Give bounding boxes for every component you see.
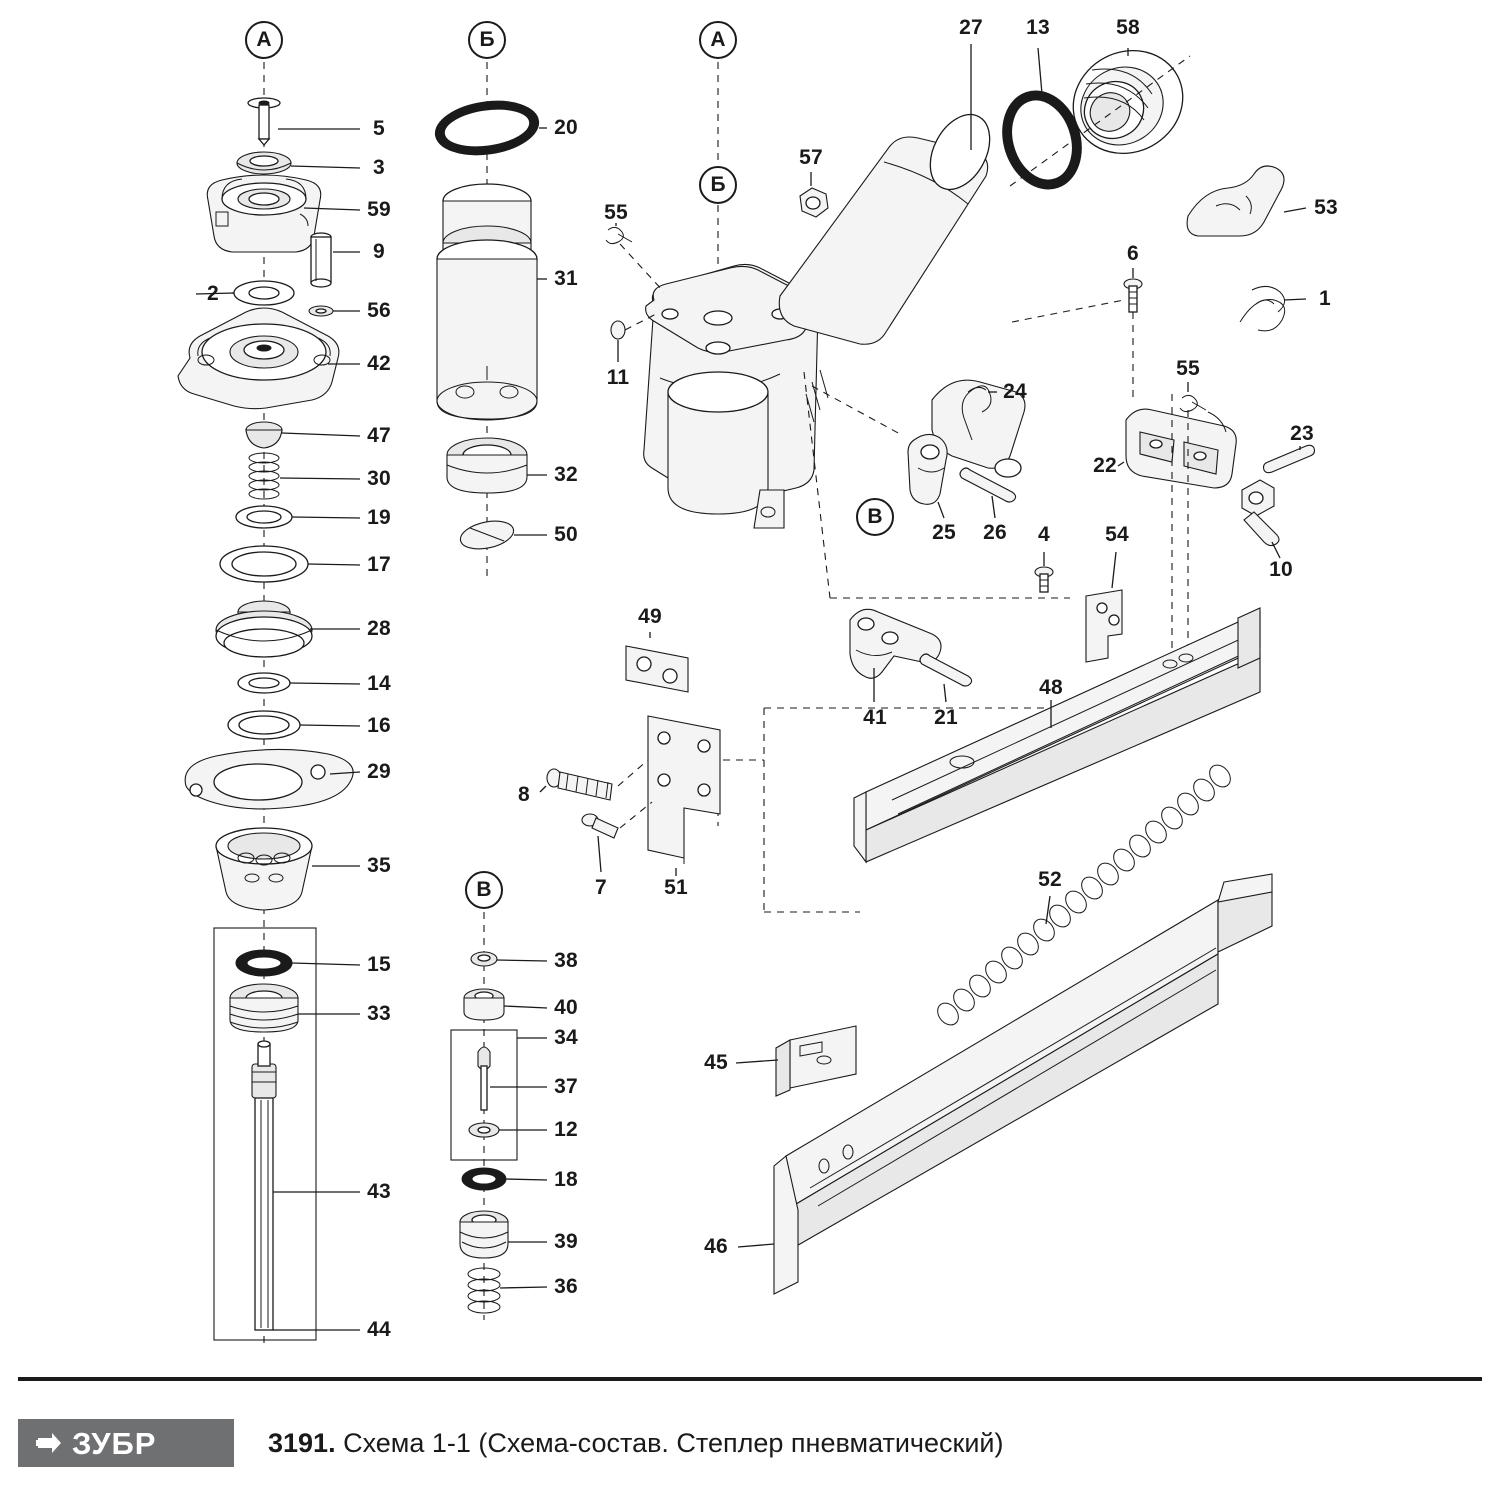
part-33	[230, 984, 360, 1032]
callout-number-36: 36	[554, 1275, 578, 1298]
section-marker-a-1	[245, 21, 283, 59]
part-6	[1124, 268, 1142, 312]
callout-number-38: 38	[554, 949, 578, 972]
callout-number-14: 14	[367, 672, 391, 695]
part-19	[236, 506, 360, 528]
part-40	[464, 989, 547, 1020]
callout-number-57: 57	[799, 146, 823, 169]
callout-number-49: 49	[638, 605, 662, 628]
section-marker-label: Б	[479, 28, 495, 51]
part-36	[468, 1268, 547, 1313]
callout-number-23: 23	[1290, 422, 1314, 445]
callout-number-25: 25	[932, 521, 956, 544]
callout-number-29: 29	[367, 760, 391, 783]
callout-number-24: 24	[1003, 380, 1027, 403]
part-37	[478, 1047, 547, 1110]
callout-number-39: 39	[554, 1230, 578, 1253]
part-18	[462, 1168, 547, 1190]
callout-number-6: 6	[1127, 242, 1139, 265]
callout-number-9: 9	[373, 240, 385, 263]
part-53	[1187, 166, 1306, 236]
callout-number-46: 46	[704, 1235, 728, 1258]
callout-number-8: 8	[518, 783, 530, 806]
part-35	[216, 828, 360, 910]
part-54	[1086, 552, 1122, 662]
section-marker-label: В	[476, 878, 492, 901]
part-42	[178, 308, 360, 409]
callout-number-10: 10	[1269, 558, 1293, 581]
callout-number-31: 31	[554, 267, 578, 290]
part-28	[216, 601, 360, 657]
part-50	[458, 517, 547, 554]
footer	[18, 1408, 1482, 1478]
callout-number-21: 21	[934, 706, 958, 729]
brand-logo	[18, 1419, 234, 1467]
part-56	[309, 306, 360, 316]
callout-number-33: 33	[367, 1002, 391, 1025]
section-marker-a-2	[699, 21, 737, 59]
callout-number-59: 59	[367, 198, 391, 221]
section-marker-b-1	[468, 21, 506, 59]
callout-number-53: 53	[1314, 196, 1338, 219]
callout-number-15: 15	[367, 953, 391, 976]
part-39	[460, 1211, 547, 1258]
part-3	[237, 152, 360, 174]
callout-number-12: 12	[554, 1118, 578, 1141]
part-7	[582, 814, 618, 872]
callout-number-37: 37	[554, 1075, 578, 1098]
section-marker-b-2	[699, 166, 737, 204]
part-59	[207, 175, 360, 252]
callout-number-13: 13	[1026, 16, 1050, 39]
part-46	[738, 874, 1272, 1294]
callout-number-41: 41	[863, 706, 887, 729]
part-25	[908, 434, 947, 518]
part-10	[1242, 480, 1280, 558]
section-marker-label: Б	[710, 173, 726, 196]
callout-number-44: 44	[367, 1318, 391, 1341]
section-marker-v-1	[856, 498, 894, 536]
part-21	[920, 654, 972, 702]
part-38	[471, 952, 547, 966]
part-12	[469, 1123, 547, 1137]
section-marker-label: А	[710, 28, 726, 51]
callout-number-30: 30	[367, 467, 391, 490]
callout-number-43: 43	[367, 1180, 391, 1203]
part-16	[228, 711, 360, 739]
part-29	[185, 749, 360, 808]
callout-number-20: 20	[554, 116, 578, 139]
callout-number-48: 48	[1039, 676, 1063, 699]
callout-number-51: 51	[664, 876, 688, 899]
part-55-right	[1180, 382, 1206, 412]
callout-number-47: 47	[367, 424, 391, 447]
diagram-caption	[268, 1428, 1004, 1459]
part-8	[540, 769, 612, 800]
part-20	[432, 95, 547, 161]
callout-number-40: 40	[554, 996, 578, 1019]
callout-number-1: 1	[1319, 287, 1331, 310]
callout-number-32: 32	[554, 463, 578, 486]
arrow-icon	[34, 1428, 64, 1458]
callout-number-16: 16	[367, 714, 391, 737]
part-14	[238, 673, 360, 693]
brand-logo-text: ЗУБР	[72, 1425, 157, 1461]
footer-divider	[18, 1377, 1482, 1381]
part-17	[220, 546, 360, 582]
callout-number-17: 17	[367, 553, 391, 576]
part-51	[648, 716, 720, 876]
callout-number-22: 22	[1093, 454, 1117, 477]
part-5	[248, 98, 360, 145]
section-marker-label: В	[867, 505, 883, 528]
part-32	[447, 438, 547, 493]
diagram-code: 3191.	[268, 1427, 336, 1458]
section-marker-label: А	[256, 28, 272, 51]
callout-number-7: 7	[595, 876, 607, 899]
part-31	[437, 184, 547, 420]
section-marker-v-2	[465, 871, 503, 909]
part-43	[252, 1041, 360, 1330]
callout-number-19: 19	[367, 506, 391, 529]
part-55-left	[606, 223, 632, 244]
callout-number-54: 54	[1105, 523, 1129, 546]
part-49	[626, 632, 688, 692]
part-15	[236, 950, 360, 976]
callout-number-3: 3	[373, 156, 385, 179]
callout-number-27: 27	[959, 16, 983, 39]
callout-number-28: 28	[367, 617, 391, 640]
part-23	[1264, 445, 1315, 472]
callout-number-56: 56	[367, 299, 391, 322]
callout-number-45: 45	[704, 1051, 728, 1074]
callout-number-2: 2	[207, 282, 219, 305]
callout-number-55: 55	[1176, 357, 1200, 380]
part-4	[1035, 552, 1053, 592]
part-1	[1240, 286, 1306, 330]
callout-number-5: 5	[373, 117, 385, 140]
part-30	[249, 453, 360, 499]
callout-number-11: 11	[606, 366, 630, 389]
diagram-caption-text: Схема 1-1 (Схема-состав. Степлер пневматический)	[343, 1427, 1004, 1458]
part-9	[311, 233, 360, 287]
callout-number-35: 35	[367, 854, 391, 877]
part-47	[246, 422, 360, 448]
callout-number-58: 58	[1116, 16, 1140, 39]
callout-number-52: 52	[1038, 868, 1062, 891]
part-11	[611, 321, 625, 362]
callout-number-42: 42	[367, 352, 391, 375]
part-22	[1118, 409, 1236, 488]
callout-number-26: 26	[983, 521, 1007, 544]
callout-number-18: 18	[554, 1168, 578, 1191]
callout-number-55: 55	[604, 201, 628, 224]
callout-number-4: 4	[1038, 523, 1050, 546]
part-45	[736, 1026, 856, 1096]
callout-number-50: 50	[554, 523, 578, 546]
part-57	[800, 172, 828, 217]
callout-number-34: 34	[554, 1026, 578, 1049]
